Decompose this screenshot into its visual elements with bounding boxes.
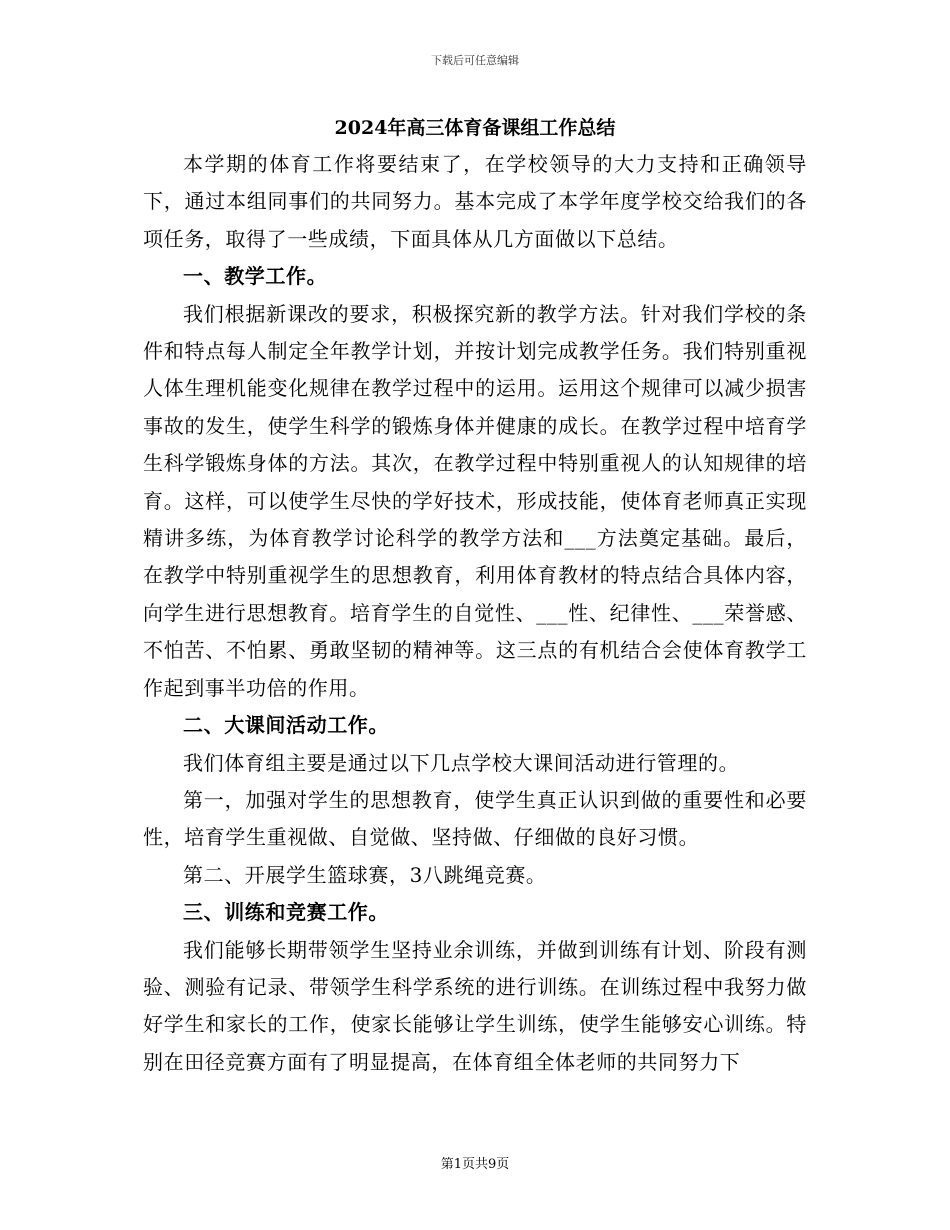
training-paragraph: 我们能够长期带领学生坚持业余训练，并做到训练有计划、阶段有测验、测验有记录、带领学生科学系统的进行训练。在训练过程中我努力做好学生和家长的工作，使家长能够让学生训练，使学生能够安心训练。特别在田径竞赛方面有了明显提高，在体育组全体老师的共同努力下 (143, 937, 807, 1074)
break-activity-point-2: 第二、开展学生篮球赛，3八跳绳竞赛。 (183, 862, 547, 887)
document-body (143, 146, 807, 1081)
break-activity-point-1: 第一，加强对学生的思想教育，使学生真正认识到做的重要性和必要性，培育学生重视做、自觉做、坚持做、仔细做的良好习惯。 (143, 787, 807, 850)
document-title: 2024年高三体育备课组工作总结 (334, 117, 616, 139)
section-heading-training: 三、训练和竞赛工作。 (183, 900, 389, 925)
teaching-paragraph: 我们根据新课改的要求，积极探究新的教学方法。针对我们学校的条件和特点每人制定全年教学计划，并按计划完成教学任务。我们特别重视人体生理机能变化规律在教学过程中的运用。运用这个规律可以减少损害事故的发生，使学生科学的锻炼身体并健康的成长。在教学过程中培育学生科学锻炼身体的方法。其次，在教学过程中特别重视人的认知规律的培育。这样，可以使学生尽快的学好技术，形成技能，使体育老师真正实现精讲多练，为体育教学讨论科学的教学方法和___方法奠定基础。最后，在教学中特别重视学生的思想教育，利用体育教材的特点结合具体内容，向学生进行思想教育。培育学生的自觉性、___性、纪律性、___荣誉感、不怕苦、不怕累、勇敢坚韧的精神等。这三点的有机结合会使体育教学工作起到事半功倍的作用。 (143, 301, 807, 700)
section-heading-break-activity: 二、大课间活动工作。 (183, 713, 389, 738)
intro-paragraph: 本学期的体育工作将要结束了，在学校领导的大力支持和正确领导下，通过本组同事们的共同努力。基本完成了本学年度学校交给我们的各项任务，取得了一些成绩，下面具体从几方面做以下总结。 (143, 152, 807, 251)
section-heading-teaching: 一、教学工作。 (183, 264, 328, 289)
break-activity-paragraph: 我们体育组主要是通过以下几点学校大课间活动进行管理的。 (183, 750, 740, 775)
header-note: 下载后可任意编辑 (431, 54, 519, 67)
page-footer: 第1页共9页 (440, 1157, 510, 1172)
